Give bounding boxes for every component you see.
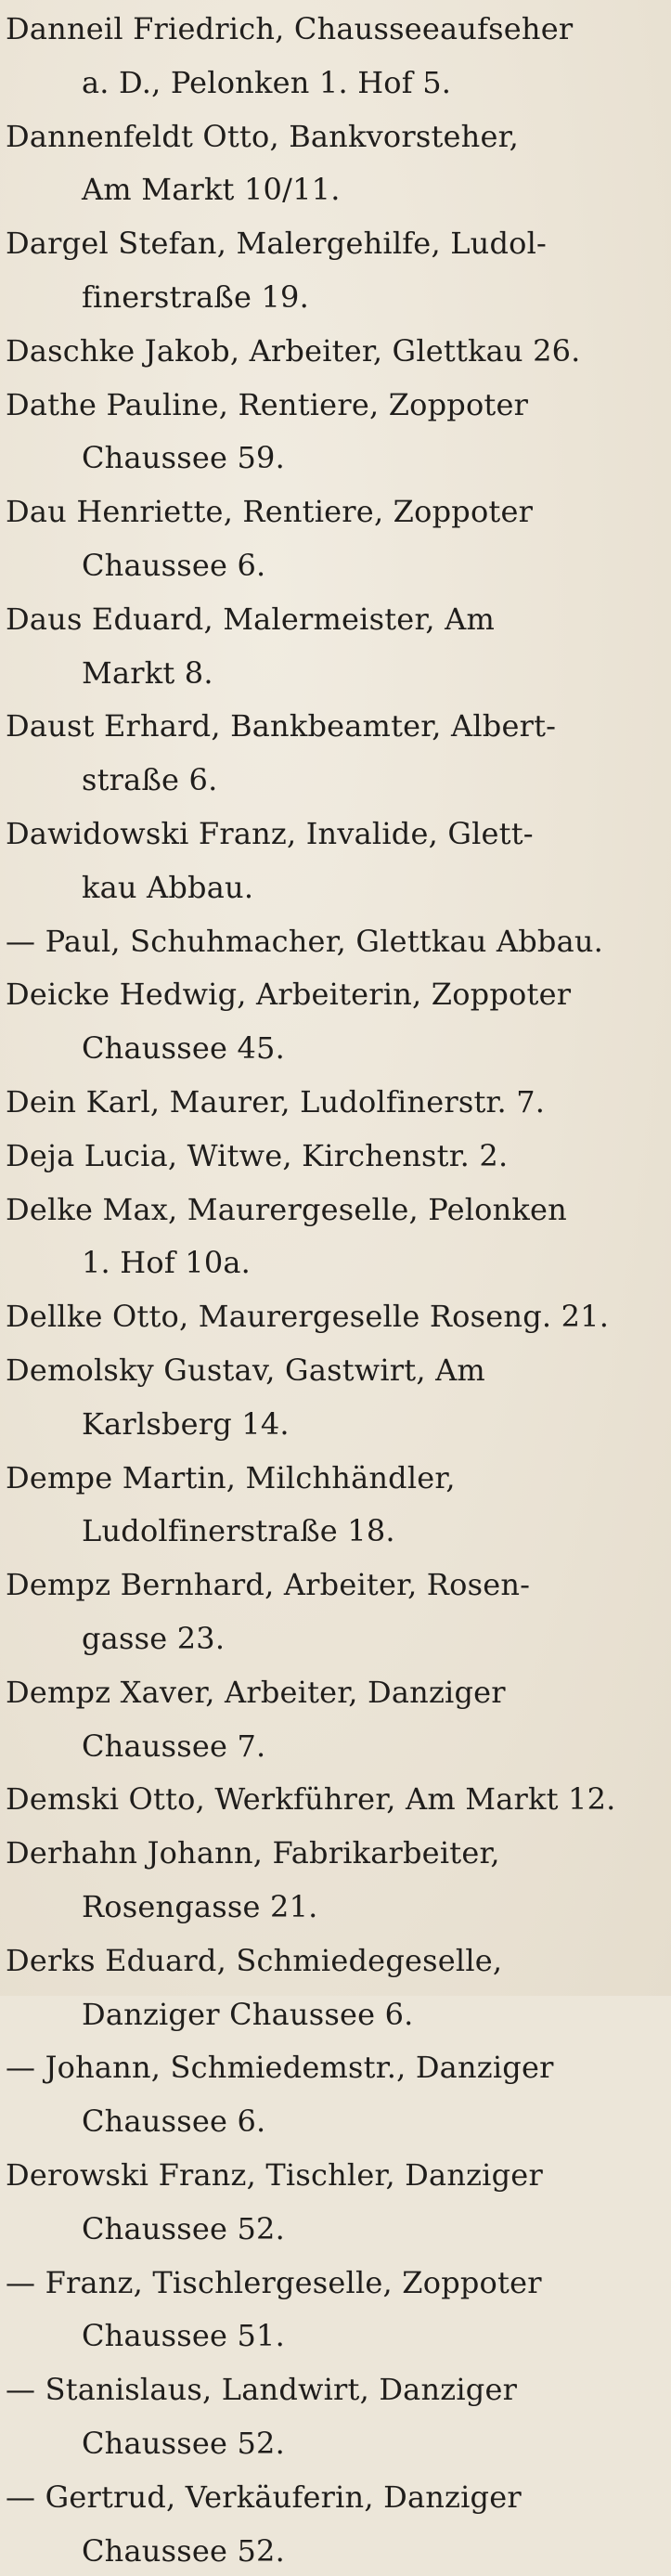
- entry-line: Demski Otto, Werkführer, Am Markt 12.: [6, 1781, 616, 1818]
- entry-line: Daschke Jakob, Arbeiter, Glettkau 26.: [6, 332, 581, 369]
- entry-continuation-line: Danziger Chaussee 6.: [82, 1996, 414, 2032]
- entry-continuation-line: a. D., Pelonken 1. Hof 5.: [82, 64, 452, 100]
- entry-line: Daust Erhard, Bankbeamter, Albert-: [6, 708, 557, 744]
- entry-line: — Johann, Schmiedemstr., Danziger: [6, 2050, 554, 2086]
- entry-line: Delke Max, Maurergeselle, Pelonken: [6, 1191, 567, 1227]
- entry-line: — Gertrud, Verkäuferin, Danziger: [6, 2479, 522, 2515]
- entry-line: Dellke Otto, Maurergeselle Roseng. 21.: [6, 1299, 610, 1335]
- entry-line: Dathe Pauline, Rentiere, Zoppoter: [6, 386, 529, 422]
- entry-line: Dannenfeldt Otto, Bankvorsteher,: [6, 118, 519, 154]
- entry-line: Dau Henriette, Rentiere, Zoppoter: [6, 494, 534, 530]
- entry-line: Dawidowski Franz, Invalide, Glett-: [6, 816, 534, 851]
- entry-continuation-line: finerstraße 19.: [82, 279, 309, 315]
- entry-line: — Franz, Tischlergeselle, Zoppoter: [6, 2264, 542, 2300]
- entry-line: Demolsky Gustav, Gastwirt, Am: [6, 1353, 485, 1388]
- entry-continuation-line: kau Abbau.: [82, 869, 254, 905]
- entry-line: Daus Eduard, Malermeister, Am: [6, 601, 496, 637]
- entry-line: Dargel Stefan, Malergehilfe, Ludol-: [6, 226, 548, 262]
- entry-continuation-line: Markt 8.: [82, 654, 213, 691]
- entry-line: Dein Karl, Maurer, Ludolfinerstr. 7.: [6, 1084, 546, 1120]
- entry-continuation-line: Am Markt 10/11.: [82, 172, 341, 208]
- entry-continuation-line: Chaussee 6.: [82, 2104, 266, 2140]
- entry-continuation-line: Chaussee 52.: [82, 2426, 285, 2461]
- entry-line: — Paul, Schuhmacher, Glettkau Abbau.: [6, 923, 604, 959]
- entry-line: Dempz Xaver, Arbeiter, Danziger: [6, 1674, 506, 1710]
- entry-line: Danneil Friedrich, Chausseeaufseher: [6, 11, 574, 46]
- entry-continuation-line: Chaussee 59.: [82, 440, 285, 476]
- entry-line: Dempz Bernhard, Arbeiter, Rosen-: [6, 1567, 531, 1603]
- entry-line: Derks Eduard, Schmiedegeselle,: [6, 1942, 503, 1978]
- entry-continuation-line: Chaussee 52.: [82, 2532, 285, 2569]
- entry-continuation-line: Chaussee 7.: [82, 1728, 266, 1764]
- entry-continuation-line: Ludolfinerstraße 18.: [82, 1513, 395, 1549]
- entry-line: Derhahn Johann, Fabrikarbeiter,: [6, 1835, 500, 1871]
- entry-continuation-line: Rosengasse 21.: [82, 1889, 318, 1924]
- entry-line: Dempe Martin, Milchhändler,: [6, 1459, 456, 1495]
- entry-continuation-line: Chaussee 45.: [82, 1030, 285, 1067]
- entry-continuation-line: gasse 23.: [82, 1621, 226, 1656]
- entry-continuation-line: Karlsberg 14.: [82, 1405, 290, 1442]
- entry-line: Derowski Franz, Tischler, Danziger: [6, 2157, 543, 2193]
- entry-continuation-line: Chaussee 52.: [82, 2210, 285, 2246]
- entry-continuation-line: straße 6.: [82, 762, 218, 798]
- entry-continuation-line: Chaussee 51.: [82, 2318, 285, 2354]
- entry-continuation-line: Chaussee 6.: [82, 548, 266, 583]
- entry-line: Deja Lucia, Witwe, Kirchenstr. 2.: [6, 1137, 509, 1173]
- entry-line: Deicke Hedwig, Arbeiterin, Zoppoter: [6, 977, 572, 1013]
- entry-continuation-line: 1. Hof 10a.: [82, 1245, 252, 1281]
- entry-line: — Stanislaus, Landwirt, Danziger: [6, 2372, 518, 2408]
